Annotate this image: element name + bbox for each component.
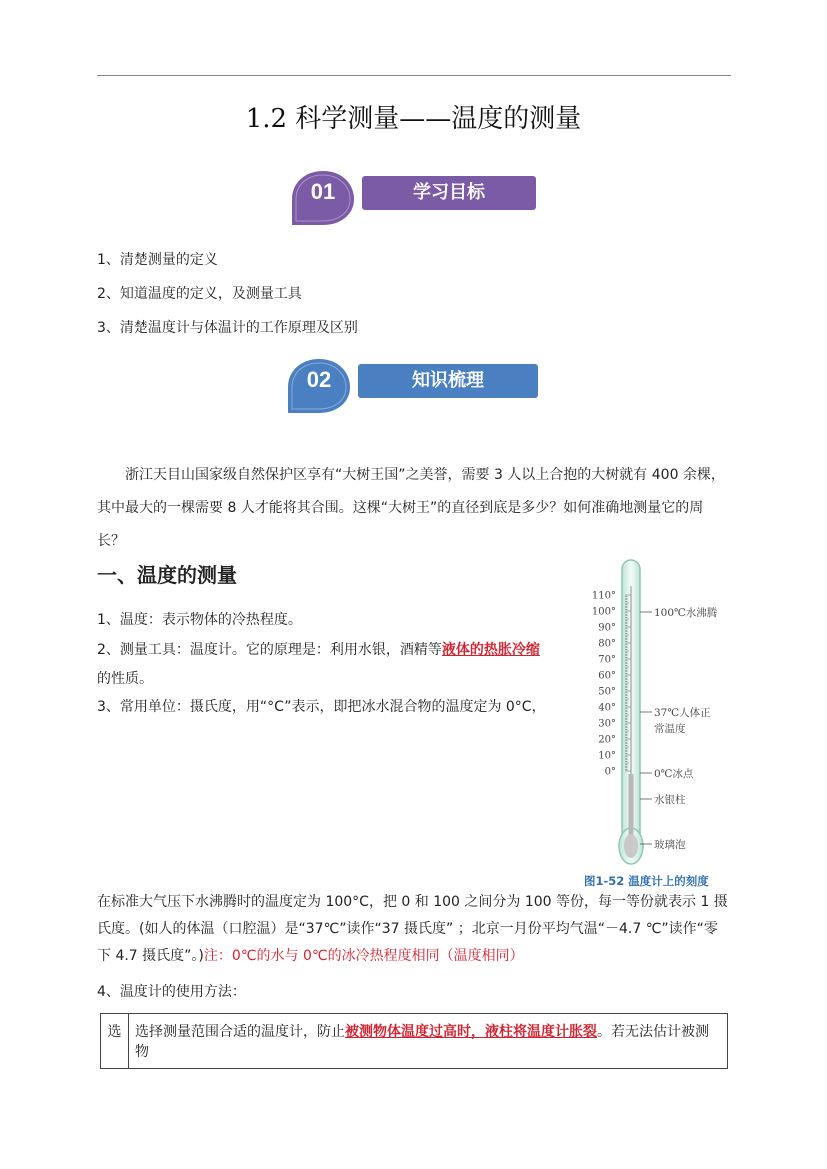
thermometer-figure	[584, 556, 734, 890]
label-bulb: 玻璃泡	[654, 839, 686, 851]
scale-label: 90°	[598, 622, 616, 634]
label-body-temp-2: 常温度	[654, 723, 686, 735]
scale-label: 0°	[604, 766, 616, 778]
scale-label: 20°	[598, 734, 616, 746]
item-unit-continued	[97, 889, 731, 970]
header-rule	[97, 75, 731, 76]
usage-table	[100, 1013, 728, 1069]
scale-label: 10°	[598, 750, 616, 762]
item-tool-highlight: 液体的热胀冷缩	[441, 642, 540, 658]
label-freezing: 0℃冰点	[654, 768, 694, 780]
scale-label: 40°	[598, 702, 616, 714]
table-value-cell	[129, 1014, 728, 1069]
scale-label: 110°	[591, 590, 616, 602]
item-temperature: 1、温度：表示物体的冷热程度。	[97, 612, 302, 628]
section-heading: 一、温度的测量	[97, 563, 237, 587]
section-banner-goals	[288, 167, 538, 223]
item-tool-text-end: 的性质。	[97, 671, 153, 687]
scale-label: 70°	[598, 654, 616, 666]
section-label: 知识梳理	[358, 364, 538, 398]
note-text: 注：0℃的水与 0℃的冰冷热程度相同（温度相同）	[203, 948, 524, 964]
scale-label: 50°	[598, 686, 616, 698]
scale-label: 30°	[598, 718, 616, 730]
table-highlight: 被测物体温度过高时，液柱将温度计胀裂	[345, 1024, 597, 1040]
item-usage: 4、温度计的使用方法：	[97, 984, 246, 1000]
section-banner-review	[284, 355, 540, 411]
table-key-cell: 选	[101, 1014, 129, 1069]
goal-item: 1、清楚测量的定义	[97, 252, 218, 268]
table-text-end: 。若无法估计被测物	[135, 1024, 709, 1060]
item-tool	[97, 636, 547, 694]
label-body-temp: 37℃人体正	[654, 707, 711, 719]
section-number: 02	[306, 367, 332, 392]
unit-definition: 在标准大气压下水沸腾时的温度定为 100°C，把 0 和 100 之间分为 100 等份，每一等份就表示 1 摄氏度。(如人的体温（口腔温）是“37℃”读作“37 摄氏度” ；北京一月份平均气温“－4.7 ℃”读作“零下 4.7 摄氏度”。)	[97, 894, 728, 964]
figure-caption: 图1-52 温度计上的刻度	[584, 874, 709, 888]
goal-item: 2、知道温度的定义，及测量工具	[97, 286, 302, 302]
item-tool-text: 2、测量工具：温度计。它的原理是：利用水银，酒精等	[97, 642, 442, 658]
table-row	[101, 1014, 728, 1069]
label-mercury: 水银柱	[654, 794, 686, 806]
scale-label: 100°	[591, 606, 616, 618]
item-unit: 3、常用单位：摄氏度，用“°C”表示，即把冰水混合物的温度定为 0°C，	[97, 699, 546, 715]
goal-item: 3、清楚温度计与体温计的工作原理及区别	[97, 320, 358, 336]
section-number: 01	[310, 179, 336, 204]
label-boiling: 100℃水沸腾	[654, 607, 718, 619]
scale-label: 80°	[598, 638, 616, 650]
scale-label: 60°	[598, 670, 616, 682]
intro-paragraph: 浙江天目山国家级自然保护区享有“大树王国”之美誉，需要 3 人以上合抱的大树就有 400 余棵，其中最大的一棵需要 8 人才能将其合围。这棵“大树王”的直径到底是多少？如何准确地测量它的周长？	[97, 467, 725, 549]
table-text: 选择测量范围合适的温度计，防止	[135, 1024, 345, 1040]
page-title: 1.2 科学测量——温度的测量	[245, 104, 582, 134]
section-label: 学习目标	[362, 176, 536, 210]
